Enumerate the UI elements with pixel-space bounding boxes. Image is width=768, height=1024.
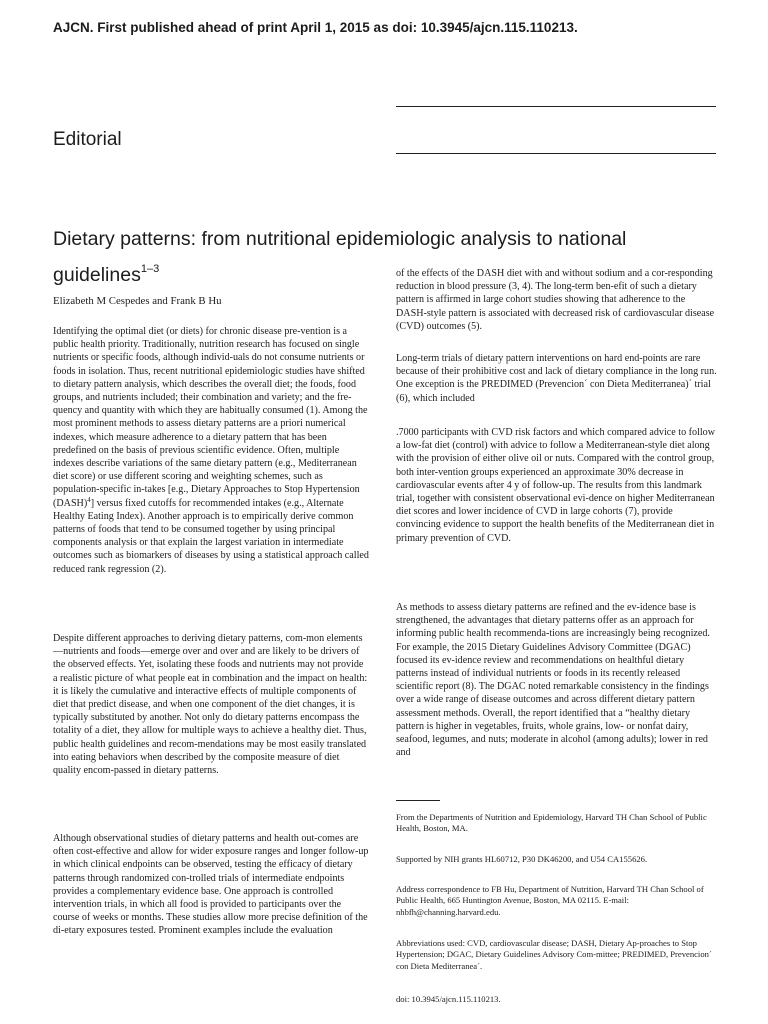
article-title-text: Dietary patterns: from nutritional epidemiologic analysis to national guidelines [53, 228, 627, 286]
footnote-correspondence: Address correspondence to FB Hu, Department of Nutrition, Harvard TH Chan School of Public Health, 665 Huntington Avenue, Boston, MA 02115. E-mail: nhbfh@channing.harvard.edu. [396, 884, 704, 917]
right-paragraph-3: .7000 participants with CVD risk factors and which compared advice to follow a low-fat diet (control) with advice to follow a Mediterranean-style diet along with the provision of either olive oil or nuts. Compared with the control group, both inter-vention groups experienced an approximate 30% decrease in cardiovascular events after 4 y of follow-up. The results from this landmark trial, together with consistent observational evi-dence on higher Mediterranean diet scores and lower incidence of CVD in large cohorts (7), provide convincing evidence to support the health benefits of the Mediterranean diet in primary prevention of CVD. [396, 427, 715, 544]
footnote-rule [396, 800, 440, 801]
dash-footnote-mark: 4 [87, 495, 91, 504]
left-paragraph-3: Although observational studies of dietary patterns and health out-comes are often cost-effective and allow for wider exposure ranges and longer follow-up in which clinical endpoints can be observed, testing the efficacy of dietary patterns through randomized con-trolled trials of intermediate endpoints provides a complementary evidence base. One approach is controlled intervention trials, in which all food is provided to participants over the course of weeks or months. These studies allow more precise definition of the di-etary exposures tested. Prominent examples include the evaluation [53, 833, 369, 937]
left-paragraph-1-text-b: ] versus fixed cutoffs for recommended intakes (e.g., Alternate Healthy Eating Index). Another approach is to empirically derive common patterns of foods that tend to be consumed together by using principal components analysis or that explain the largest variation in intermediate outcomes such as biomarkers of diseases by using a statistical approach called reduced rank regression (2). [53, 497, 369, 575]
footnote-abbreviations: Abbreviations used: CVD, cardiovascular disease; DASH, Dietary Ap-proaches to Stop Hypertension; DGAC, Dietary Guidelines Advisory Com-mittee; PREDIMED, Prevencion´ con Dieta Mediterranea´. [396, 938, 712, 971]
right-paragraph-4: As methods to assess dietary patterns are refined and the ev-idence base is strengthened, the advantages that dietary patterns offer as an approach for informing public health recommenda-tions are increasingly being recognized. For example, the 2015 Dietary Guidelines Advisory Committee (DGAC) focused its ev-idence review and recommendations on healthful dietary patterns instead of individual nutrients or foods in its recently released scientific report (8). The DGAC noted remarkable consistency in the findings over a wide range of disease outcomes and across different dietary pattern assessment methods. Overall, the report identified that a “healthy dietary pattern is higher in vegetables, fruits, whole grains, low- or nonfat dairy, seafood, legumes, and nuts; moderate in alcohol (among adults); lower in red and [396, 602, 710, 759]
footnote-support: Supported by NIH grants HL60712, P30 DK46200, and U54 CA155626. [396, 854, 648, 864]
first-published-header: AJCN. First published ahead of print April 1, 2015 as doi: 10.3945/ajcn.115.110213. [53, 20, 578, 35]
right-paragraph-2: Long-term trials of dietary pattern interventions on hard end-points are rare because of their prohibitive cost and lack of dietary compliance in the long run. One exception is the PREDIMED (Prevencion´ con Dieta Mediterranea)´ trial (6), which included [396, 353, 717, 404]
right-paragraph-1: of the effects of the DASH diet with and without sodium and a cor-responding reduction in blood pressure (3, 4). The long-term ben-efit of such a dietary pattern is affirmed in large cohort studies showing that adherence to the DASH-style pattern is associated with decreased risk of cardiovascular disease (CVD) outcomes (5). [396, 268, 715, 332]
article-authors: Elizabeth M Cespedes and Frank B Hu [53, 295, 222, 307]
left-paragraph-1 [53, 325, 370, 576]
section-label: Editorial [53, 129, 122, 150]
title-footnote-mark: 1–3 [140, 263, 160, 275]
left-paragraph-2: Despite different approaches to deriving dietary patterns, com-mon elements—nutrients and foods—emerge over and over and are likely to be drivers of the observed effects. Yet, isolating these foods and nutrients may not provide a realistic picture of what people eat in combination and the impact on health: it is likely the cumulative and interactive effects of multiple components of diet that predict disease, and when one component of the diet changes, it is typically substituted by another. Not only do dietary patterns encompass the totality of a diet, they allow for multiple ways to achieve a healthy diet. Thus, public health guidelines and recom-mendations may be most easily translated into eating behaviors when described by the composite measure of diet quality encom-passed in dietary patterns. [53, 633, 368, 777]
header-rule-top [396, 106, 716, 107]
left-paragraph-1-text-a: Identifying the optimal diet (or diets) for chronic disease pre-vention is a public health priority. Traditionally, nutrition research has focused on single nutrients or specific foods, although individ-uals do not consume nutrients or foods in isolation. Thus, recent nutritional epidemiologic studies have shifted to dietary pattern analysis, which describes the overall diet; the foods, food groups, and nutrients included; their combination and variety; and the fre-quency and quantity with which they are habitually consumed (1). Among the most prominent methods to assess dietary patterns are a priori numerical indexes, which measure adherence to a dietary pattern that has been predefined on the basis of previous scientific evidence. Often, multiple indexes describe variations of the same dietary pattern (e.g., Mediterranean diet score) or use different scoring and weighting schemes, such as population-specific in-takes [e.g., Dietary Approaches to Stop Hypertension (DASH) [53, 326, 368, 509]
left-column [53, 325, 370, 576]
footnote-affiliation: From the Departments of Nutrition and Epidemiology, Harvard TH Chan School of Public Health, Boston, MA. [396, 812, 707, 834]
footnote-doi: doi: 10.3945/ajcn.115.110213. [396, 994, 501, 1004]
header-rule-bottom [396, 153, 716, 154]
